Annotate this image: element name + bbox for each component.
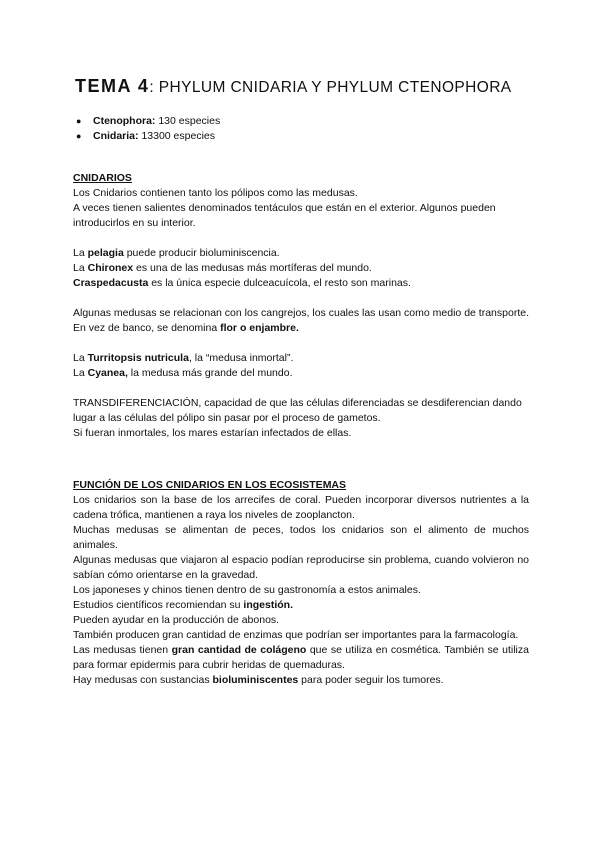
bullet-icon: ● xyxy=(76,131,82,141)
paragraph: Los Cnidarios contienen tanto los pólipos como las medusas. xyxy=(73,187,358,199)
title-separator: : xyxy=(149,79,159,96)
paragraph: Pueden ayudar en la producción de abonos. xyxy=(73,614,280,626)
paragraph: La Chironex es una de las medusas más mortíferas del mundo. xyxy=(73,262,372,274)
paragraph: La Turritopsis nutricula, la “medusa inmortal”. xyxy=(73,352,294,364)
list-item-text: 130 especies xyxy=(155,115,221,127)
list-item xyxy=(76,129,220,144)
paragraph: Estudios científicos recomiendan su ingestión. xyxy=(73,599,294,611)
paragraph: Si fueran inmortales, los mares estarían infectados de ellas. xyxy=(73,427,352,439)
section-funcion xyxy=(73,478,529,688)
page-title xyxy=(75,76,545,98)
paragraph: Los japoneses y chinos tienen dentro de su gastronomía a estos animales. xyxy=(73,584,421,596)
paragraph: Los cnidarios son la base de los arrecifes de coral. Pueden incorporar diversos nutrientes a la cadena trófica, mantienen a raya los niveles de zooplancton. xyxy=(73,494,529,521)
list-item xyxy=(76,114,220,129)
paragraph: A veces tienen salientes denominados tentáculos que están en el exterior. Algunos pueden introducirlos en su interior. xyxy=(73,202,496,229)
paragraph: Craspedacusta es la única especie dulceacuícola, el resto son marinas. xyxy=(73,277,411,289)
title-label: TEMA 4 xyxy=(75,76,150,96)
paragraph: Algunas medusas se relacionan con los cangrejos, los cuales las usan como medio de transporte. En vez de banco, se denomina flor o enjambre. xyxy=(73,307,529,334)
paragraph: La Cyanea, la medusa más grande del mundo. xyxy=(73,367,293,379)
section-heading: CNIDARIOS xyxy=(73,172,132,184)
section-cnidarios xyxy=(73,171,529,441)
paragraph: Muchas medusas se alimentan de peces, todos los cnidarios son el alimento de muchos animales. xyxy=(73,524,529,551)
paragraph: Algunas medusas que viajaron al espacio podían reproducirse sin problema, cuando volvieron no sabían cómo orientarse en la gravedad. xyxy=(73,554,529,581)
list-item-text: 13300 especies xyxy=(138,130,215,142)
list-item-term: Cnidaria: xyxy=(93,130,139,142)
list-item-term: Ctenophora: xyxy=(93,115,156,127)
paragraph: La pelagia puede producir bioluminiscencia. xyxy=(73,247,280,259)
paragraph: TRANSDIFERENCIACIÓN, capacidad de que las células diferenciadas se desdiferencian dando lugar a las células del pólipo sin pasar por el proceso de gametos. xyxy=(73,397,522,424)
species-list xyxy=(76,114,220,144)
bullet-icon: ● xyxy=(76,116,82,126)
paragraph: Hay medusas con sustancias bioluminiscentes para poder seguir los tumores. xyxy=(73,674,444,686)
section-heading: FUNCIÓN DE LOS CNIDARIOS EN LOS ECOSISTEMAS xyxy=(73,479,347,491)
title-text: PHYLUM CNIDARIA Y PHYLUM CTENOPHORA xyxy=(158,79,512,96)
paragraph: También producen gran cantidad de enzimas que podrían ser importantes para la farmacología. xyxy=(73,629,519,641)
paragraph: Las medusas tienen gran cantidad de colágeno que se utiliza en cosmética. También se utiliza para formar epidermis para cubrir heridas de quemaduras. xyxy=(73,644,529,671)
